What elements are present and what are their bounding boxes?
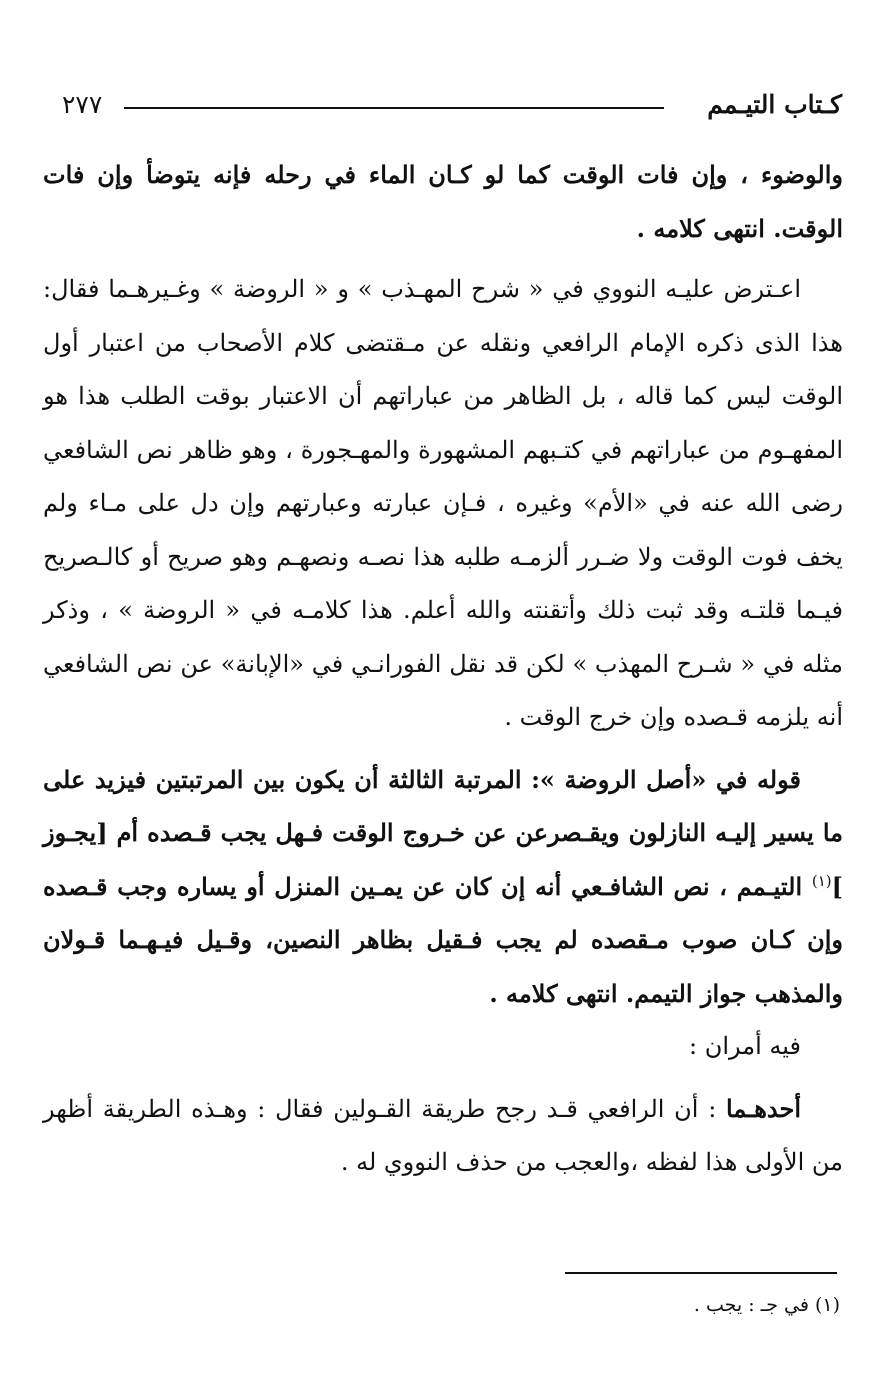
paragraph-1: والوضوء ، وإن فات الوقت كما لو كـان الماء في رحله فإنه يتوضأ وإن فات الوقت. انتهى كلامه .	[43, 160, 843, 243]
header-rule	[124, 107, 664, 109]
body-text	[43, 148, 843, 1190]
paragraph-2: اعـترض عليـه النووي في « شرح المهـذب » و « الروضة » وغـيرهـما فقال: هذا الذى ذكره الإمام الرافعي ونقله عن مـقتضى كلام الأصحاب من اعتبار أول الوقت ليس كما قاله ، بل الظاهر من عباراتهم أن الاعتبار بوقت الطلب هذا هو المفهـوم من عباراتهم في كتـبهم المشهورة والمهـجورة ، وهو ظاهر نص الشافعي رضى الله عنه في «الأم» وغيره ، فـإن عبارته وعبارتهم وإن دل على مـاء ولم يخف فوت الوقت ولا ضـرر ألزمـه طلبه هذا نصـه ونصهـم وهو صريح أو كالـصريح فيـما قلتـه وقد ثبت ذلك وأتقنته والله أعلم. هذا كلامـه في « الروضة » ، وذكر مثله في « شـرح المهذب » لكن قد نقل الفورانـي في «الإبانة» عن نص الشافعي أنه يلزمه قـصده وإن خرج الوقت .	[43, 275, 844, 731]
paragraph-5-lead: أحدهـما	[726, 1093, 801, 1123]
paragraph-3-start: قوله في «أصل الروضة »: المرتبة الثالثة أن يكون بين المرتبتين فيزيد على ما يسير إليـه النازلون ويقـصرعن عن خـروج الوقت فـهل يجب قـصده أم [يجـوز ]	[43, 764, 843, 901]
paragraph-3-end: التيـمم ، نص الشافـعي أنه إن كان عن يمـين المنزل أو يساره وجب قـصده وإن كـان صوب مـقصده لم يجب فـقيل بظاهر النصين، وقـيل فيـهـما قـولان والمذهب جواز التيمم. انتهى كلامه .	[43, 871, 843, 1008]
paragraph-5	[43, 1082, 843, 1190]
paragraph-5-rest: : أن الرافعي قـد رجح طريقة القـولين فقال : وهـذه الطريقة أظهر من الأولى هذا لفظه ،والعجب من حذف النووي له .	[43, 1094, 843, 1176]
running-header	[62, 88, 842, 124]
footnote-rule	[565, 1272, 837, 1274]
chapter-title: كـتاب التيـمم	[707, 90, 842, 119]
footnote-marker: (١)	[811, 871, 832, 890]
footnote: (١) في جـ : يجب .	[693, 1294, 840, 1316]
paragraph-3	[43, 753, 843, 1021]
page-number: ٢٧٧	[62, 90, 103, 119]
paragraph-4: فيه أمران :	[689, 1032, 801, 1060]
